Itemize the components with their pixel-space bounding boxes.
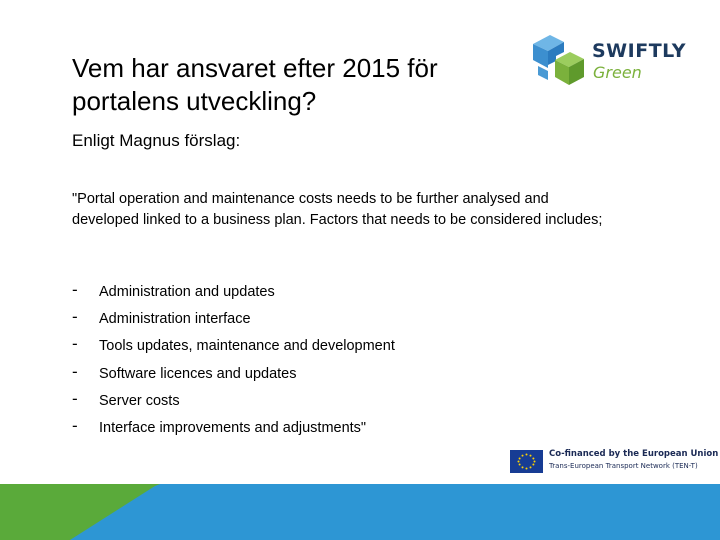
list-item-text: Tools updates, maintenance and development	[99, 338, 395, 355]
bullet-dash: -	[72, 388, 78, 408]
list-item-text: Interface improvements and adjustments"	[99, 419, 367, 436]
list-item-text: Administration interface	[99, 311, 251, 328]
slide-subtitle: Enligt Magnus förslag:	[72, 131, 241, 150]
list-item	[72, 415, 395, 445]
list-item-text: Server costs	[99, 392, 180, 409]
list-item	[72, 282, 395, 309]
bullet-dash: -	[72, 280, 78, 299]
list-item	[72, 309, 395, 336]
bullet-dash: -	[72, 361, 78, 381]
factor-list	[72, 282, 395, 445]
logo-text-green: Green	[593, 63, 642, 82]
swiftly-green-logo	[528, 30, 687, 90]
eu-cofinance-notice	[510, 449, 719, 475]
list-item	[72, 361, 395, 391]
eu-flag-icon	[510, 450, 543, 473]
slide-title: Vem har ansvaret efter 2015 för portalens utveckling?	[72, 53, 438, 116]
logo-text-swiftly: SWIFTLY	[592, 40, 687, 62]
list-item-text: Software licences and updates	[99, 365, 297, 382]
bullet-dash: -	[72, 307, 78, 327]
list-item	[72, 388, 395, 418]
list-item-text: Administration and updates	[99, 284, 275, 300]
footer-band	[0, 484, 720, 540]
bullet-dash: -	[72, 415, 78, 435]
list-item	[72, 336, 395, 363]
quote-paragraph: "Portal operation and maintenance costs needs to be further analysed and developed linked to a business plan. Factors that needs to be considered includes;	[72, 191, 603, 228]
swiftly-cube-icon	[528, 30, 588, 90]
bullet-dash: -	[72, 334, 78, 354]
eu-notice-line1: Co-financed by the European Union	[549, 449, 719, 459]
eu-notice-line2: Trans-European Transport Network (TEN-T)	[549, 462, 698, 470]
